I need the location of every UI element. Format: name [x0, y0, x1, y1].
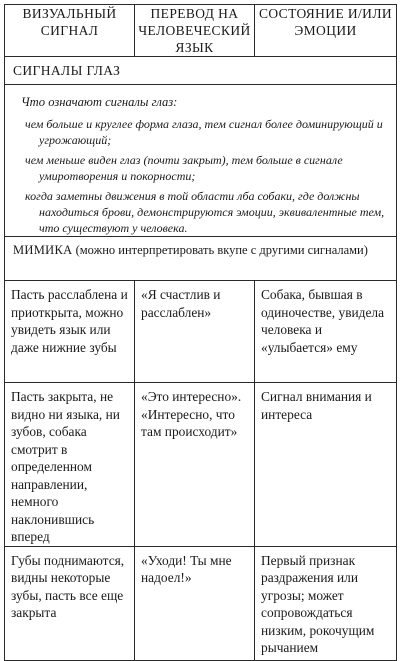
eyes-list-item: когда заметны движения в той области лба собаки, где должны находиться брови, демонстрируются эмоции, эквивалентные тем, что существуют у человека. — [25, 189, 385, 235]
table-row — [5, 281, 397, 383]
header-state-emotions: СОСТОЯНИЕ И/ИЛИ ЭМОЦИИ — [255, 5, 397, 57]
eyes-list-item: чем меньше виден глаз (почти закрыт), тем больше в сигнале умиротворения и покорности; — [25, 153, 343, 183]
state-cell: Первый признак раздражения или угрозы; может сопровождаться низким, рокочущим рычанием — [255, 546, 397, 660]
eyes-content-cell — [5, 85, 397, 237]
mimic-section-title: МИМИКА — [13, 243, 73, 257]
state-cell: Собака, бывшая в одиночестве, увидела человека и «улыбается» ему — [255, 281, 397, 383]
signal-cell: Пасть закрыта, не видно ни языка, ни зубов, собака смотрит в определенном направлении, немного наклонившись вперед — [5, 383, 135, 547]
eyes-section-row — [5, 57, 397, 85]
table-row — [5, 383, 397, 547]
eyes-list-item: чем больше и круглее форма глаза, тем сигнал более доминирующий и угрожающий; — [25, 117, 383, 147]
translation-cell: «Это интересно». «Интересно, что там происходит» — [135, 383, 255, 547]
header-row — [5, 5, 397, 57]
translation-cell: «Я счастлив и расслаблен» — [135, 281, 255, 383]
signal-cell: Губы поднимаются, видны некоторые зубы, пасть все еще закрыта — [5, 546, 135, 660]
translation-cell: «Уходи! Ты мне надоел!» — [135, 546, 255, 660]
signal-cell: Пасть расслаблена и приоткрыта, можно увидеть язык или даже нижние зубы — [5, 281, 135, 383]
eyes-list — [5, 116, 396, 236]
state-cell: Сигнал внимания и интереса — [255, 383, 397, 547]
header-visual-signal: ВИЗУАЛЬНЫЙ СИГНАЛ — [5, 5, 135, 57]
eyes-section-title-cell — [5, 57, 397, 85]
header-human-translation: ПЕРЕВОД НА ЧЕЛОВЕЧЕСКИЙ ЯЗЫК — [135, 5, 255, 57]
mimic-section-cell — [5, 237, 397, 281]
dog-signals-table — [4, 4, 397, 661]
table-row — [5, 546, 397, 660]
eyes-question: Что означают сигналы глаз: — [21, 95, 178, 109]
eyes-section-title: СИГНАЛЫ ГЛАЗ — [13, 63, 121, 78]
mimic-section-row — [5, 237, 397, 281]
mimic-section-note: (можно интерпретировать вкупе с другими сигналами) — [75, 243, 368, 257]
eyes-content-row — [5, 85, 397, 237]
